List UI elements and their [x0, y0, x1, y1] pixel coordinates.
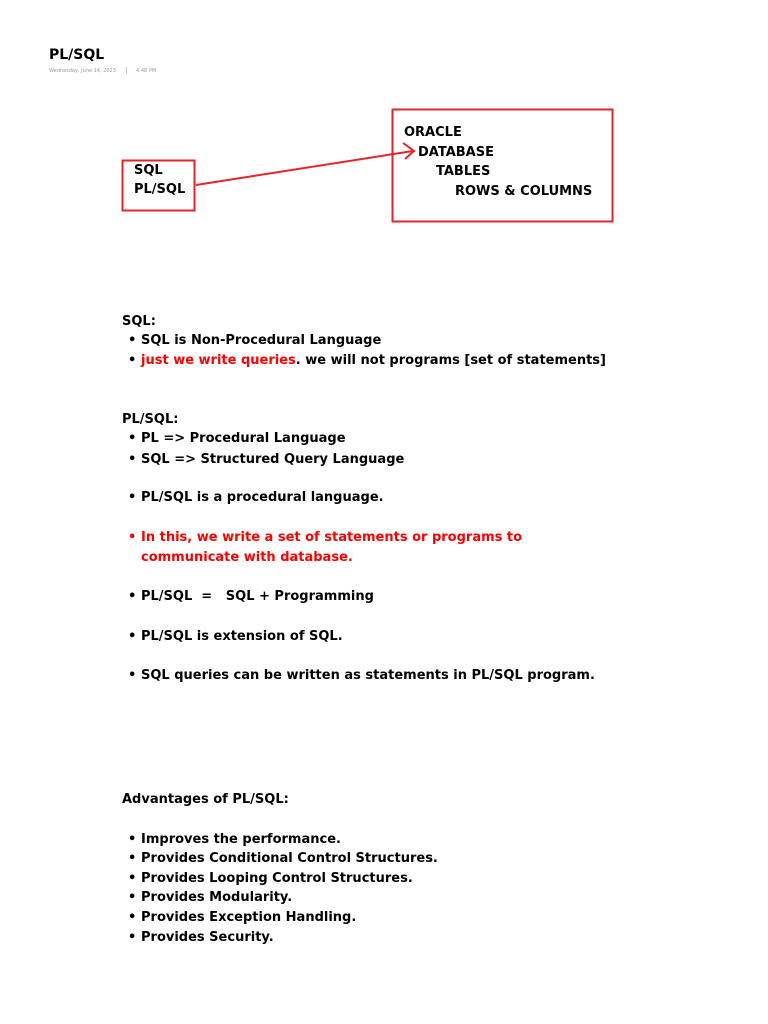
advantage-2: Provides Conditional Control Structures.: [141, 851, 438, 866]
advantage-5: Provides Exception Handling.: [141, 910, 357, 925]
right-box-line-rows-columns: ROWS & COLUMNS: [455, 184, 593, 199]
list-item: [128, 627, 343, 647]
list-item: [128, 351, 606, 371]
page-date: Wednesday, June 14, 2023: [49, 68, 116, 74]
plsql-bullet-2: SQL => Structured Query Language: [141, 452, 405, 467]
advantage-4: Provides Modularity.: [141, 890, 293, 905]
list-item: [128, 666, 595, 686]
list-item: [128, 587, 374, 607]
right-box-line-database: DATABASE: [418, 145, 494, 160]
list-item: [128, 450, 404, 470]
right-box-line-tables: TABLES: [436, 164, 491, 179]
plsql-bullet-4-continued: communicate with database.: [141, 550, 353, 565]
plsql-bullet-1: PL => Procedural Language: [141, 431, 346, 446]
page-title: PL/SQL: [49, 47, 105, 63]
sql-bullet-2-rest: . we will not programs [set of statements]: [295, 353, 606, 368]
list-item: [128, 528, 522, 548]
list-item: [128, 830, 341, 850]
advantage-6: Provides Security.: [141, 930, 274, 945]
list-item: [128, 888, 292, 908]
list-item: [128, 908, 356, 928]
plsql-bullet-7: SQL queries can be written as statements in PL/SQL program.: [141, 668, 595, 683]
connector-arrow-line: [196, 151, 413, 185]
list-item: [128, 928, 274, 948]
plsql-heading: PL/SQL:: [122, 412, 179, 427]
plsql-bullet-3: PL/SQL is a procedural language.: [141, 490, 384, 505]
page-time: 4:48 PM: [136, 68, 157, 74]
left-box-line-plsql: PL/SQL: [134, 182, 186, 197]
list-item: [128, 869, 413, 889]
plsql-bullet-6: PL/SQL is extension of SQL.: [141, 629, 343, 644]
right-box-line-oracle: ORACLE: [404, 125, 462, 140]
plsql-bullet-4: In this, we write a set of statements or programs to: [141, 530, 523, 545]
advantage-1: Improves the performance.: [141, 832, 341, 847]
left-box-line-sql: SQL: [134, 163, 163, 178]
list-item: [128, 849, 438, 869]
list-item: [128, 429, 346, 449]
list-item: [128, 331, 381, 351]
sql-bullet-2-red: just we write queries: [141, 353, 296, 368]
advantages-heading: Advantages of PL/SQL:: [122, 792, 289, 807]
advantage-3: Provides Looping Control Structures.: [141, 871, 413, 886]
sql-bullet-1: SQL is Non-Procedural Language: [141, 333, 382, 348]
plsql-bullet-5: PL/SQL = SQL + Programming: [141, 589, 374, 604]
diagram: [0, 0, 768, 260]
list-item: [128, 488, 384, 508]
sql-heading: SQL:: [122, 314, 156, 329]
